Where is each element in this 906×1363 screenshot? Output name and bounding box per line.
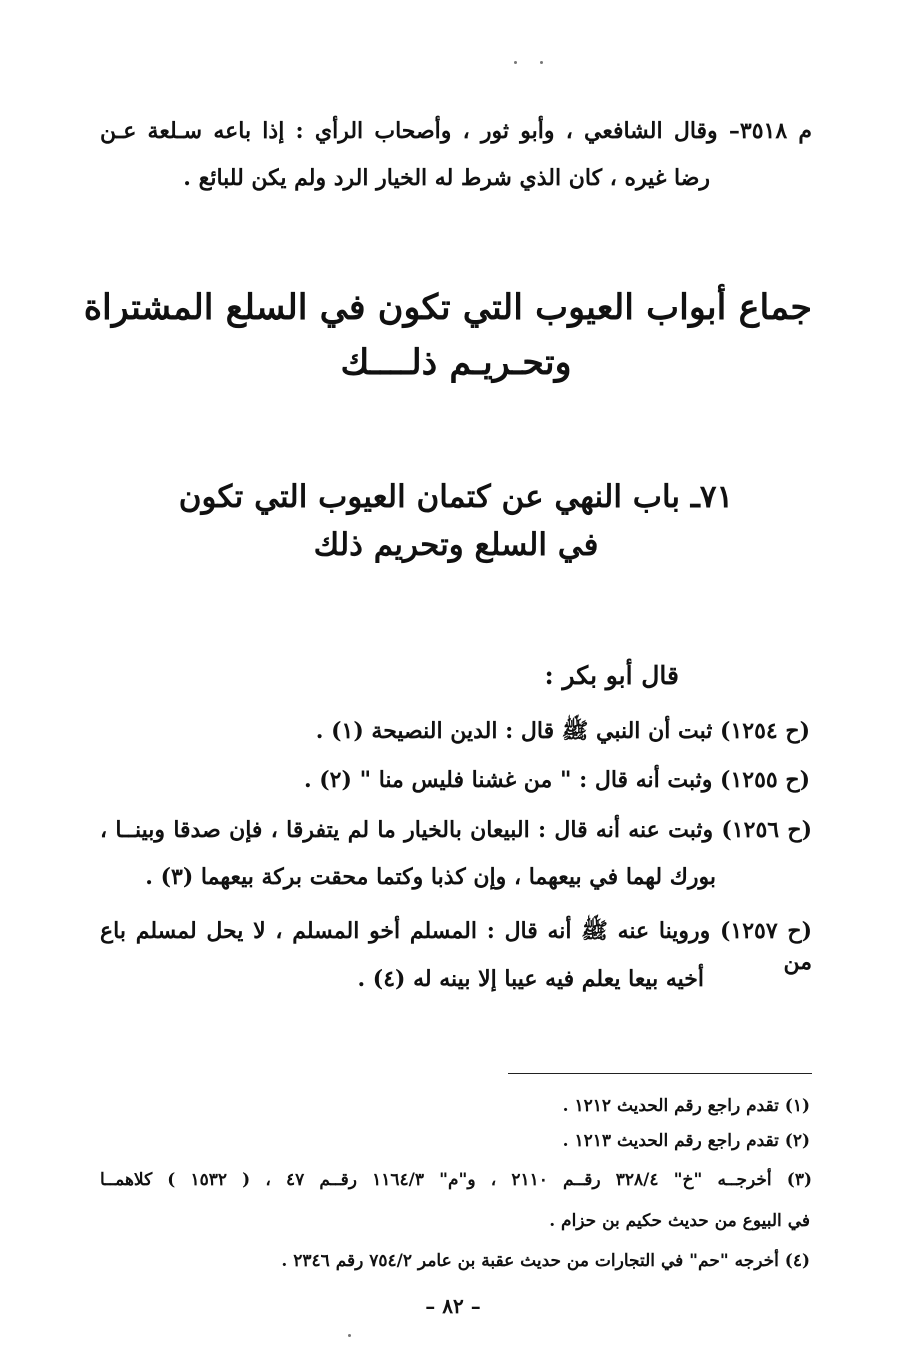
- scan-speck: [540, 61, 543, 64]
- footnote-separator: [508, 1073, 812, 1074]
- intro-text: قال أبو بكر :: [544, 661, 679, 690]
- chapter-title-line-1: ٧١ـ باب النهي عن كتمان العيوب التي تكون: [178, 479, 734, 515]
- hadith-1257-line-1: (ح ١٢٥٧) وروينا عنه ﷺ أنه قال : المسلم أخو المسلم ، لا يحل لمسلم باع من: [100, 918, 812, 975]
- page-number: – ٨٢ –: [425, 1294, 481, 1318]
- hadith-1256-line-2: بورك لهما في بيعهما ، وإن كذبا وكتما محقت بركة بيعهما (٣) .: [145, 864, 716, 890]
- footnote-1: (١) تقدم راجع رقم الحديث ١٢١٢ .: [562, 1096, 810, 1116]
- paragraph-3518-line-1: م ٣٥١٨– وقال الشافعي ، وأبو ثور ، وأصحاب الرأي : إذا باعه سـلعة عـن: [100, 118, 812, 144]
- section-title-line-1: جماع أبواب العيوب التي تكون في السلع المشتراة: [83, 287, 812, 328]
- footnote-3-line-1: (٣) أخرجــه "خ" ٣٢٨/٤ رقــم ٢١١٠ ، و"م" ١١٦٤/٣ رقــم ٤٧ ، ( ١٥٣٢ ) كلاهمــا: [100, 1170, 812, 1190]
- section-title-line-2: وتحـريـم ذلــــك: [340, 342, 572, 383]
- hadith-1255: (ح ١٢٥٥) وثبت أنه قال : " من غشنا فليس منا " (٢) .: [303, 767, 810, 793]
- footnote-2: (٢) تقدم راجع رقم الحديث ١٢١٣ .: [562, 1131, 810, 1151]
- scan-speck: [514, 61, 517, 64]
- hadith-1254: (ح ١٢٥٤) ثبت أن النبي ﷺ قال : الدين النصيحة (١) .: [315, 718, 810, 744]
- footnote-3-line-2: في البيوع من حديث حكيم بن حزام .: [549, 1211, 810, 1231]
- hadith-1257-line-2: أخيه بيعا يعلم فيه عيبا إلا بينه له (٤) .: [357, 966, 704, 992]
- chapter-title-line-2: في السلع وتحريم ذلك: [313, 527, 599, 563]
- scan-speck: [348, 1334, 351, 1337]
- footnote-4: (٤) أخرجه "حم" في التجارات من حديث عقبة بن عامر ٧٥٤/٢ رقم ٢٣٤٦ .: [281, 1251, 810, 1271]
- hadith-1256-line-1: (ح ١٢٥٦) وثبت عنه أنه قال : البيعان بالخيار ما لم يتفرقا ، فإن صدقا وبينــا ،: [100, 817, 812, 843]
- paragraph-3518-line-2: رضا غيره ، كان الذي شرط له الخيار الرد ولم يكن للبائع .: [183, 165, 710, 191]
